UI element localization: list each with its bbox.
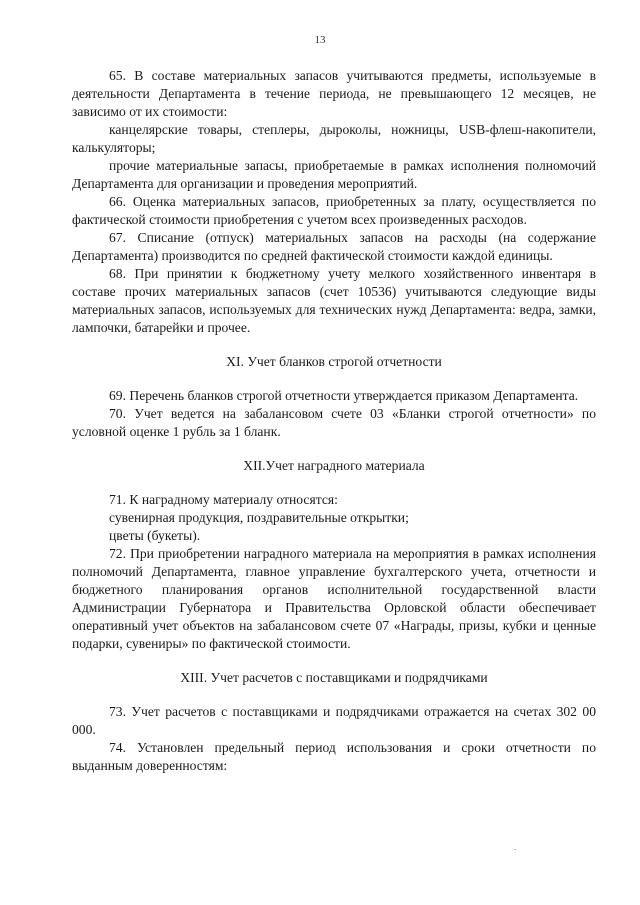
paragraph-71-item-2: цветы (букеты). [109,528,201,543]
spacer [72,337,596,353]
paragraph-73: 73. Учет расчетов с поставщиками и подрядчиками отражается на счетах 302 00 000. [72,704,596,737]
paragraph-66: 66. Оценка материальных запасов, приобретенных за плату, осуществляется по фактической стоимости приобретения с учетом всех произведенных расходов. [72,194,596,227]
spacer [72,441,596,457]
scan-speck [514,849,516,850]
page-number: 13 [314,34,326,46]
paragraph-65-item-2: прочие материальные запасы, приобретаемые в рамках исполнения полномочий Департамента для организации и проведения мероприятий. [72,158,596,191]
paragraph-69: 69. Перечень бланков строгой отчетности утверждается приказом Департамента. [109,388,579,403]
paragraph-70: 70. Учет ведется на забалансовом счете 03 «Бланки строгой отчетности» по условной оценке 1 рубль за 1 бланк. [72,406,596,439]
spacer [72,371,596,387]
spacer [72,653,596,669]
spacer [72,687,596,703]
paragraph-71: 71. К наградному материалу относятся: [109,492,338,507]
paragraph-67: 67. Списание (отпуск) материальных запасов на расходы (на содержание Департамента) производится по средней фактической стоимости каждой единицы. [72,230,596,263]
section-heading-xii: XII.Учет наградного материала [243,458,425,473]
spacer [72,475,596,491]
paragraph-65: 65. В составе материальных запасов учитываются предметы, используемые в деятельности Департамента в течение периода, не превышающего 12 месяцев, не зависимо от их стоимости: [72,68,596,119]
paragraph-68: 68. При принятии к бюджетному учету мелкого хозяйственного инвентаря в составе прочих материальных запасов (счет 10536) учитываются следующие виды материальных запасов, используемых для технических нужд Департамента: ведра, замки, лампочки, батарейки и прочее. [72,266,596,335]
paragraph-71-item-1: сувенирная продукция, поздравительные открытки; [109,510,409,525]
paragraph-65-item-1: канцелярские товары, степлеры, дыроколы, ножницы, USB-флеш-накопители, калькуляторы; [72,122,596,155]
paragraph-74: 74. Установлен предельный период использования и сроки отчетности по выданным доверенностям: [72,740,596,773]
section-heading-xi: XI. Учет бланков строгой отчетности [226,354,442,369]
paragraph-72: 72. При приобретении наградного материала на мероприятия в рамках исполнения полномочий Департамента, главное управление бухгалтерского учета, отчетности и бюджетного планирования органов исполнительной государственной власти Администрации Губернатора и Правительства Орловской области обеспечивает оперативный учет объектов на забалансовом счете 07 «Награды, призы, кубки и ценные подарки, сувениры» по фактической стоимости. [72,546,596,651]
document-body [72,67,596,775]
section-heading-xiii: XIII. Учет расчетов с поставщиками и подрядчиками [180,670,488,685]
